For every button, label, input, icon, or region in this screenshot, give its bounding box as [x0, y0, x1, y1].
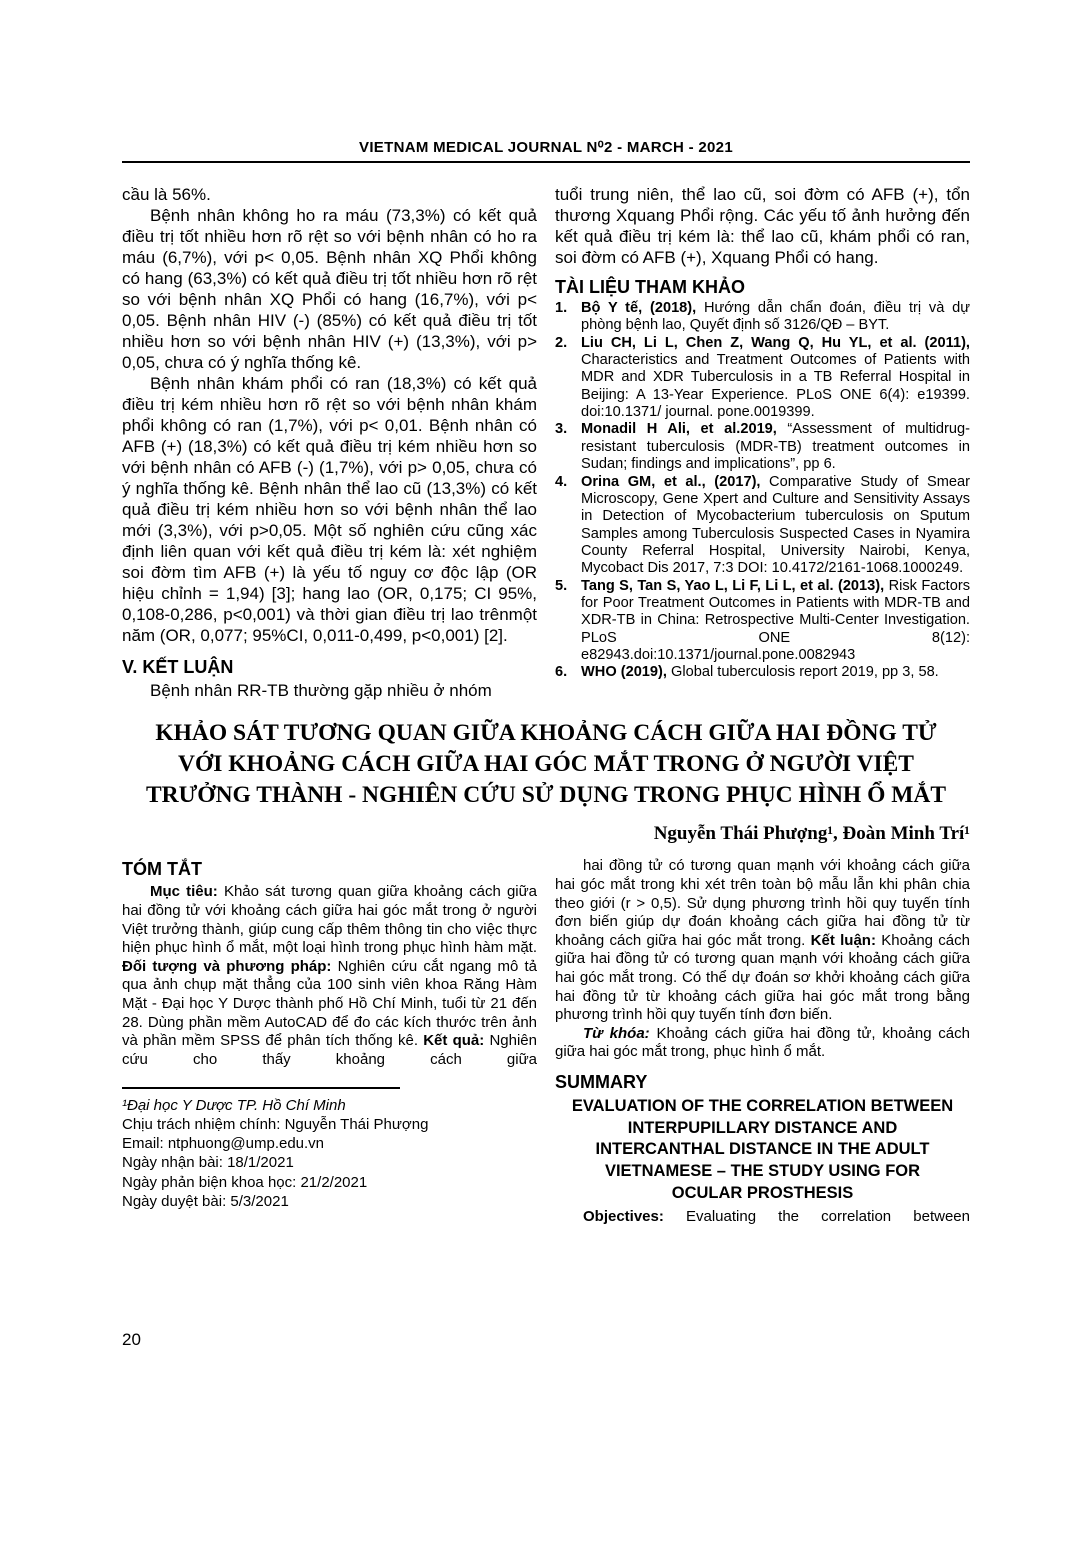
article1-paragraph: cầu là 56%.: [122, 185, 211, 204]
article2-title: KHẢO SÁT TƯƠNG QUAN GIỮA KHOẢNG CÁCH GIỮA HAI ĐỒNG TỬ VỚI KHOẢNG CÁCH GIỮA HAI GÓC MẮT TRONG Ở NGƯỜI VIỆT TRƯỞNG THÀNH - NGHIÊN CỨU SỬ DỤNG TRONG PHỤC HÌNH Ổ MẮT: [145, 719, 947, 809]
footnote-affiliation: ¹Đại học Y Dược TP. Hồ Chí Minh: [122, 1097, 346, 1115]
summary-heading: SUMMARY: [555, 1071, 648, 1092]
article1-paragraph: Bệnh nhân khám phổi có ran (18,3%) có kết quả điều trị kém nhiều hơn rõ rệt so với bệnh nhân khám phổi không có ran (1,7%), với p< 0,01. Bệnh nhân có AFB (+) (18,3%) có kết quả điều trị kém nhiều hơn so với bệnh nhân có AFB (-) (1,7%), với p> 0,05, chưa có ý nghĩa thống kê. Bệnh nhân thể lao cũ (13,3%) có kết quả điều trị kém nhiều hơn so với bệnh nhân thể lao mới (3,3%), với p>0,05. Một số nghiên cứu cũng xác định liên quan với kết quả điều trị kém là: xét nghiệm soi đờm tìm AFB (+) là yếu tố nguy cơ độc lập (OR hiệu chỉnh = 1,94) [3]; hang lao (OR, 0,175; CI 95%, 0,108-0,286, p<0,001) và thời gian điều trị lao trênmột năm (OR, 0,077; 95%CI, 0,011-0,499, p<0,001) [2].: [122, 373, 537, 645]
article2-right-column: [555, 857, 970, 1226]
journal-header: [122, 138, 970, 163]
reference-text: Tang S, Tan S, Yao L, Li F, Li L, et al. (2013), Risk Factors for Poor Treatment Outcomes in Patients with MDR-TB and XDR-TB in China: Retrospective Multi-Center Investigation. PLoS ONE 8(12): e82943.doi:10.1371/journal.pone.0082943: [581, 577, 971, 664]
reference-item: [555, 578, 970, 665]
conclusion-text: Bệnh nhân RR-TB thường gặp nhiều ở nhóm: [150, 680, 492, 700]
reference-item: [555, 421, 970, 473]
article2-body: [122, 857, 970, 1226]
reference-number: 5.: [555, 577, 568, 594]
references-list: [555, 300, 970, 682]
objectives-text: Objectives: Evaluating the correlation between: [583, 1207, 970, 1225]
article1-left-column: [122, 185, 537, 702]
article1-paragraph: tuổi trung niên, thể lao cũ, soi đờm có AFB (+), tổn thương Xquang Phổi rộng. Các yếu tố ảnh hưởng đến kết quả điều trị kém là: thể lao cũ, khám phổi có ran, soi đờm có AFB (+), Xquang Phổi có hang.: [555, 185, 970, 267]
footnote-line: Ngày nhận bài: 18/1/2021: [122, 1154, 294, 1172]
article2-authors: Nguyễn Thái Phượng¹, Đoàn Minh Trí¹: [653, 823, 970, 845]
reference-item: [555, 664, 970, 681]
reference-number: 1.: [555, 299, 568, 316]
reference-number: 6.: [555, 664, 568, 681]
conclusion-heading: V. KẾT LUẬN: [122, 656, 234, 677]
reference-item: [555, 335, 970, 422]
abstract-heading: TÓM TẮT: [122, 859, 202, 880]
reference-number: 3.: [555, 421, 568, 438]
article2-title-block: [122, 718, 970, 846]
footnote-line: Email: ntphuong@ump.edu.vn: [122, 1135, 325, 1153]
journal-header-title: VIETNAM MEDICAL JOURNAL N⁰2 - MARCH - 2021: [359, 139, 733, 156]
summary-english-title: EVALUATION OF THE CORRELATION BETWEEN INTERPUPILLARY DISTANCE AND INTERCANTHAL DISTANCE IN THE ADULT VIETNAMESE – THE STUDY USING FOR OCULAR PROSTHESIS: [571, 1096, 954, 1202]
footnote-line: Ngày phản biện khoa học: 21/2/2021: [122, 1173, 368, 1191]
article1-body: [122, 185, 970, 702]
reference-number: 2.: [555, 334, 568, 351]
reference-text: Bộ Y tế, (2018), Hướng dẫn chẩn đoán, điều trị và dự phòng bệnh lao, Quyết định số 3126/QĐ – BYT.: [581, 299, 970, 334]
reference-text: WHO (2019), Global tuberculosis report 2019, pp 3, 58.: [581, 664, 939, 681]
keywords-text: Từ khóa: Khoảng cách giữa hai đồng tử, khoảng cách giữa hai góc mắt trong, phục hình ổ mắt.: [555, 1024, 970, 1061]
article2-left-column: [122, 857, 537, 1226]
abstract-text: Mục tiêu: Khảo sát tương quan giữa khoảng cách giữa hai đồng tử với khoảng cách giữa hai góc mắt trong ở người Việt trưởng thành, giúp cung cấp thêm thông tin cho việc thực hiện phục hình ổ mắt, một loại hình trong phục hình hàm mặt. Đối tượng và phương pháp: Nghiên cứu cắt ngang mô tả qua ảnh chụp mặt thẳng của 100 sinh viên khoa Răng Hàm Mặt - Đại học Y Dược thành phố Hồ Chí Minh, tuổi từ 21 đến 28. Dùng phần mềm AutoCAD để đo các kích thước trên ảnh và phần mềm SPSS để phân tích thống kê. Kết quả: Nghiên cứu cho thấy khoảng cách giữa: [122, 883, 538, 1068]
footnote-divider: [122, 1087, 400, 1089]
footnote-line: Ngày duyệt bài: 5/3/2021: [122, 1192, 289, 1210]
page-content: [122, 138, 970, 1226]
reference-item: [555, 300, 970, 335]
reference-number: 4.: [555, 473, 568, 490]
references-heading: TÀI LIỆU THAM KHẢO: [555, 276, 745, 297]
footnote-line: Chịu trách nhiệm chính: Nguyễn Thái Phượng: [122, 1116, 429, 1134]
reference-text: Monadil H Ali, et al.2019, “Assessment of multidrug-resistant tuberculosis (MDR-TB) treatment outcomes in Sudan; findings and implications”, pp 6.: [581, 421, 970, 473]
reference-text: Orina GM, et al., (2017), Comparative Study of Smear Microscopy, Gene Xpert and Culture and Sensitivity Assays in Detection of Mycobacterium tuberculosis on Sputum Samples among Tuberculosis Suspected Cases in Nyamira County Referral Hospital, University Nairobi, Kenya, Mycobact Dis 2017, 7:3 DOI: 10.4172/2161-1068.1000249.: [581, 473, 970, 577]
article1-right-column: [555, 185, 970, 702]
reference-text: Liu CH, Li L, Chen Z, Wang Q, Hu YL, et al. (2011), Characteristics and Treatment Outcomes of Patients with MDR and XDR Tuberculosis in a TB Referral Hospital in Beijing: A 13-Year Experience. PLoS ONE 6(4): e19399. doi:10.1371/ journal. pone.0019399.: [581, 334, 970, 421]
reference-item: [555, 474, 970, 578]
article1-paragraph: Bệnh nhân không ho ra máu (73,3%) có kết quả điều trị tốt nhiều hơn rõ rệt so với bệnh nhân có ho ra máu (6,7%), với p< 0,05. Bệnh nhân XQ Phổi không có hang (63,3%) có kết quả điều trị tốt nhiều hơn rõ rệt so với bệnh nhân XQ Phổi có hang (16,7%), với p< 0,05. Bệnh nhân HIV (-) (85%) có kết quả điều trị tốt nhiều hơn so với bệnh nhân HIV (+) (13,3%), với p> 0,05, chưa có ý nghĩa thống kê.: [122, 205, 537, 372]
footnote: [122, 1087, 537, 1210]
abstract-text-continued: hai đồng tử có tương quan mạnh với khoảng cách giữa hai góc mắt trong khi xét trên toàn bộ mẫu lẫn khi phân chia theo giới (r > 0,5). Sử dụng phương trình hồi quy tuyến tính đơn biến giúp dự đoán khoảng cách giữa hai đồng tử từ khoảng cách giữa hai góc mắt trong. Kết luận: Khoảng cách giữa hai đồng tử có tương quan mạnh với khoảng cách giữa hai góc mắt trong. Có thể dự đoán sơ khởi khoảng cách giữa hai đồng tử từ khoảng cách giữa hai góc mắt trong bằng phương trình hồi quy tuyến tính đơn biến.: [555, 857, 970, 1024]
page-number: 20: [122, 1330, 141, 1349]
